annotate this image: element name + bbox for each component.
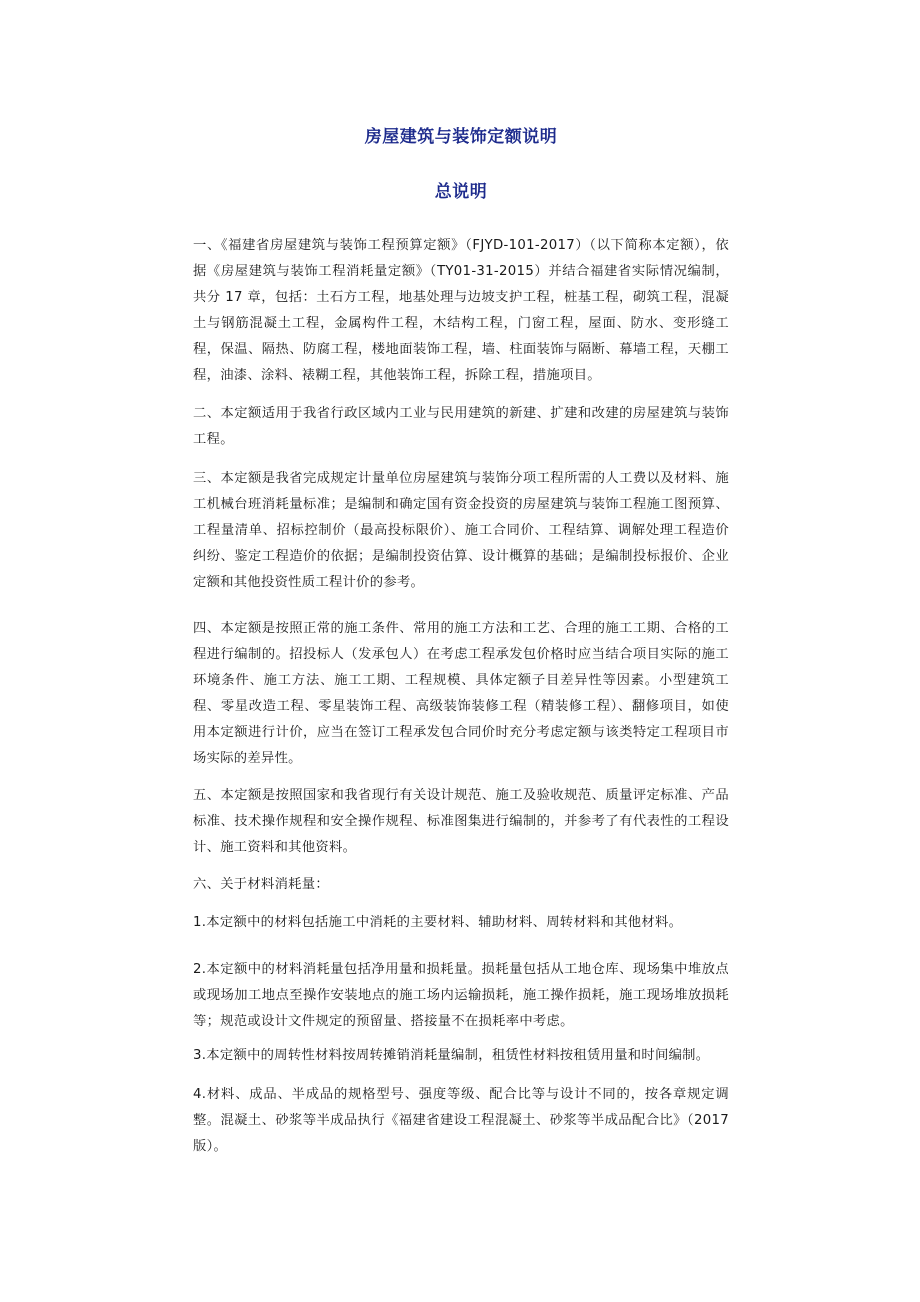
- paragraph-3: 三、本定额是我省完成规定计量单位房屋建筑与装饰分项工程所需的人工费以及材料、施工机械台班消耗量标准；是编制和确定国有资金投资的房屋建筑与装饰工程施工图预算、工程量清单、招标控制价（最高投标限价）、施工合同价、工程结算、调解处理工程造价纠纷、鉴定工程造价的依据；是编制投资估算、设计概算的基础；是编制投标报价、企业定额和其他投资性质工程计价的参考。: [193, 471, 729, 590]
- paragraph-2: 二、本定额适用于我省行政区域内工业与民用建筑的新建、扩建和改建的房屋建筑与装饰工程。: [193, 406, 729, 447]
- list-item-4: 4.材料、成品、半成品的规格型号、强度等级、配合比等与设计不同的，按各章规定调整。混凝土、砂浆等半成品执行《福建省建设工程混凝土、砂浆等半成品配合比》（2017版）。: [193, 1087, 729, 1154]
- list-item-1: 1.本定额中的材料包括施工中消耗的主要材料、辅助材料、周转材料和其他材料。: [193, 915, 683, 930]
- paragraph-5: 五、本定额是按照国家和我省现行有关设计规范、施工及验收规范、质量评定标准、产品标准、技术操作规程和安全操作规程、标准图集进行编制的，并参考了有代表性的工程设计、施工资料和其他资料。: [193, 788, 729, 855]
- paragraph-1: 一、《福建省房屋建筑与装饰工程预算定额》（FJYD-101-2017）（以下简称本定额），依据《房屋建筑与装饰工程消耗量定额》（TY01-31-2015）并结合福建省实际情况编制，共分 17 章，包括：土石方工程，地基处理与边坡支护工程，桩基工程，砌筑工程，混凝土与钢筋混凝土工程，金属构件工程，木结构工程，门窗工程，屋面、防水、变形缝工程，保温、隔热、防腐工程，楼地面装饰工程，墙、柱面装饰与隔断、幕墙工程，天棚工程，油漆、涂料、裱糊工程，其他装饰工程，拆除工程，措施项目。: [193, 238, 729, 383]
- document-title: 房屋建筑与装饰定额说明: [364, 127, 558, 147]
- list-item-3: 3.本定额中的周转性材料按周转摊销消耗量编制，租赁性材料按租赁用量和时间编制。: [193, 1048, 710, 1063]
- list-item-2: 2.本定额中的材料消耗量包括净用量和损耗量。损耗量包括从工地仓库、现场集中堆放点或现场加工地点至操作安装地点的施工场内运输损耗，施工操作损耗，施工现场堆放损耗等；规范或设计文件规定的预留量、搭接量不在损耗率中考虑。: [193, 962, 729, 1029]
- paragraph-4: 四、本定额是按照正常的施工条件、常用的施工方法和工艺、合理的施工工期、合格的工程进行编制的。招投标人（发承包人）在考虑工程承发包价格时应当结合项目实际的施工环境条件、施工方法、施工工期、工程规模、具体定额子目差异性等因素。小型建筑工程、零星改造工程、零星装饰工程、高级装饰装修工程（精装修工程）、翻修项目，如使用本定额进行计价，应当在签订工程承发包合同价时充分考虑定额与该类特定工程项目市场实际的差异性。: [193, 621, 729, 766]
- section-title: 总说明: [434, 182, 488, 202]
- paragraph-6-heading: 六、关于材料消耗量：: [193, 877, 329, 892]
